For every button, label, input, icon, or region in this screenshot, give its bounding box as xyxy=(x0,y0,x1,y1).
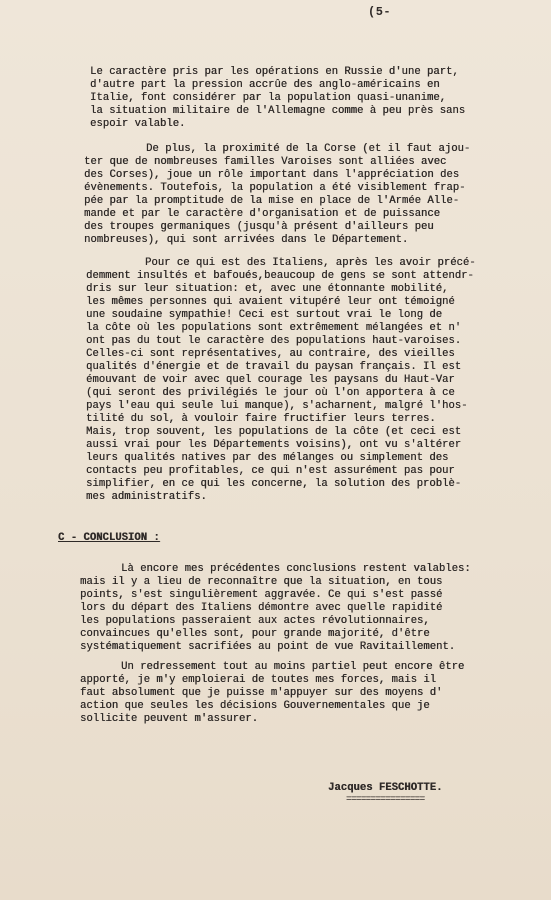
signature-underline: ================ xyxy=(346,794,425,804)
text-line: qualités d'énergie et de travail du paysan français. Il est xyxy=(86,361,462,373)
text-line: apporté, je m'y emploierai de toutes mes forces, mais il xyxy=(80,674,437,686)
text-line: ont pas du tout le caractère des populations haut-varoises. xyxy=(86,335,462,347)
text-line: Un redressement tout au moins partiel peut encore être xyxy=(121,661,465,673)
text-line: pays l'eau qui seule lui manque), s'acharnent, malgré l'hos- xyxy=(86,400,468,412)
text-line: la situation militaire de l'Allemagne comme à peu près sans xyxy=(90,105,466,117)
text-line: De plus, la proximité de la Corse (et il faut ajou- xyxy=(146,143,471,155)
text-line: mande et par le caractère d'organisation et de puissance xyxy=(84,208,441,220)
text-line: dris sur leur situation: et, avec une étonnante mobilité, xyxy=(86,283,449,295)
signature-name: Jacques FESCHOTTE. xyxy=(328,782,443,794)
text-line: pée par la promptitude de la mise en place de l'Armée Alle- xyxy=(84,195,460,207)
text-line: leurs qualités natives par des mélanges ou simplement des xyxy=(86,452,449,464)
text-line: mes administratifs. xyxy=(86,491,207,503)
text-line: aussi vrai pour les Départements voisins), ont vu s'altérer xyxy=(86,439,462,451)
text-line: Celles-ci sont représentatives, au contraire, des vieilles xyxy=(86,348,455,360)
text-line: une soudaine sympathie! Ceci est surtout vrai le long de xyxy=(86,309,443,321)
text-line: évènements. Toutefois, la population a été visiblement frap- xyxy=(84,182,466,194)
text-line: les mêmes personnes qui avaient vitupéré leur ont témoigné xyxy=(86,296,455,308)
section-heading-conclusion: C - CONCLUSION : xyxy=(58,532,160,544)
text-line: espoir valable. xyxy=(90,118,186,130)
text-line: nombreuses), qui sont arrivées dans le Département. xyxy=(84,234,409,246)
text-line: points, s'est singulièrement aggravée. Ce qui s'est passé xyxy=(80,589,443,601)
text-line: ter que de nombreuses familles Varoises sont alliées avec xyxy=(84,156,447,168)
text-line: simplifier, en ce qui les concerne, la solution des problè- xyxy=(86,478,462,490)
text-line: Pour ce qui est des Italiens, après les avoir précé- xyxy=(145,257,476,269)
text-line: mais il y a lieu de reconnaître que la situation, en tous xyxy=(80,576,443,588)
text-line: des troupes germaniques (jusqu'à présent d'ailleurs peu xyxy=(84,221,434,233)
text-line: demment insultés et bafoués,beaucoup de gens se sont attendr- xyxy=(86,270,474,282)
text-line: contacts peu profitables, ce qui n'est assurément pas pour xyxy=(86,465,455,477)
text-line: action que seules les décisions Gouvernementales que je xyxy=(80,700,430,712)
text-line: systématiquement sacrifiées au point de vue Ravitaillement. xyxy=(80,641,456,653)
text-line: (qui seront des privilégiés le jour où l'on apportera à ce xyxy=(86,387,455,399)
text-line: la côte où les populations sont extrêmement mélangées et n' xyxy=(86,322,462,334)
text-line: tilité du sol, à vouloir faire fructifier leurs terres. xyxy=(86,413,436,425)
text-line: faut absolument que je puisse m'appuyer sur des moyens d' xyxy=(80,687,443,699)
text-line: lors du départ des Italiens démontre avec quelle rapidité xyxy=(80,602,443,614)
text-line: Mais, trop souvent, les populations de la côte (et ceci est xyxy=(86,426,462,438)
text-line: Italie, font considérer par la population quasi-unanime, xyxy=(90,92,447,104)
text-line: sollicite peuvent m'assurer. xyxy=(80,713,259,725)
text-line: d'autre part la pression accrûe des anglo-américains en xyxy=(90,79,440,91)
text-line: convaincues qu'elles sont, pour grande majorité, d'être xyxy=(80,628,430,640)
text-line: Le caractère pris par les opérations en Russie d'une part, xyxy=(90,66,459,78)
text-line: émouvant de voir avec quel courage les paysans du Haut-Var xyxy=(86,374,455,386)
text-line: Là encore mes précédentes conclusions restent valables: xyxy=(121,563,471,575)
page-number: (5- xyxy=(368,5,392,19)
text-line: les populations passeraient aux actes révolutionnaires, xyxy=(80,615,430,627)
text-line: des Corses), joue un rôle important dans l'appréciation des xyxy=(84,169,460,181)
